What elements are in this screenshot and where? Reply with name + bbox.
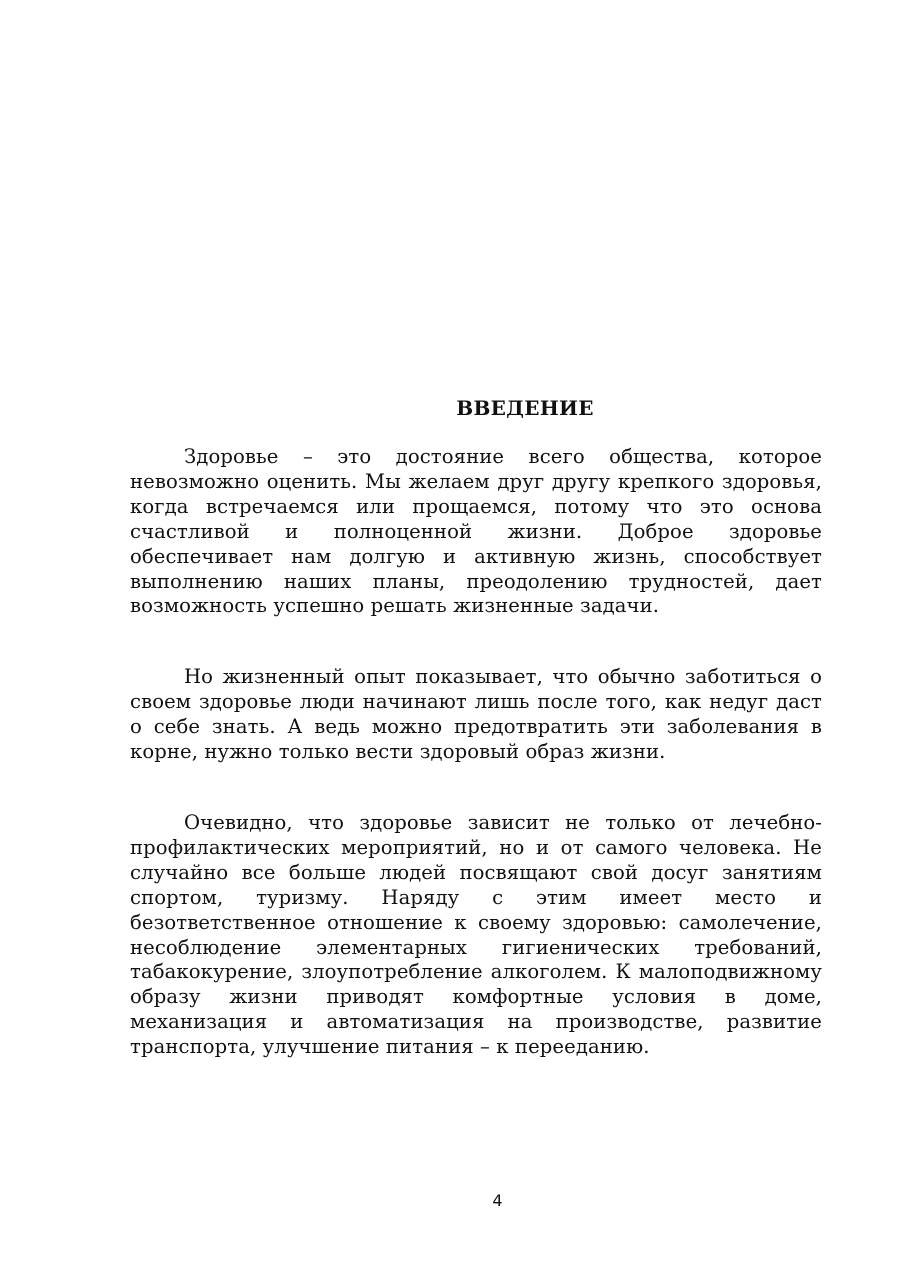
page-number: 4 [492,1191,503,1210]
paragraph-3: Очевидно, что здоровье зависит не только от лечебно-профилактических мероприятий, но и от самого человека. Не случайно все больше людей посвящают свой досуг занятиям спортом, туризму. Наряду с этим имеет место и безответственное отношение к своему здоровью: самолечение, несоблюдение элементарных гигиенических требований, табакокурение, злоупотребление алкоголем. К малоподвижному образу жизни приводят комфортные условия в доме, механизация и автоматизация на производстве, развитие транспорта, улучшение питания – к перееданию. [130,811,822,1059]
section-heading: ВВЕДЕНИЕ [456,396,594,420]
paragraph-1: Здоровье – это достояние всего общества, которое невозможно оценить. Мы желаем друг другу крепкого здоровья, когда встречаемся или прощаемся, потому что это основа счастливой и полноценной жизни. Доброе здоровье обеспечивает нам долгую и активную жизнь, способствует выполнению наших планы, преодолению трудностей, дает возможность успешно решать жизненные задачи. [130,445,822,618]
paragraph-2: Но жизненный опыт показывает, что обычно заботиться о своем здоровье люди начинают лишь после того, как недуг даст о себе знать. А ведь можно предотвратить эти заболевания в корне, нужно только вести здоровый образ жизни. [130,665,822,763]
